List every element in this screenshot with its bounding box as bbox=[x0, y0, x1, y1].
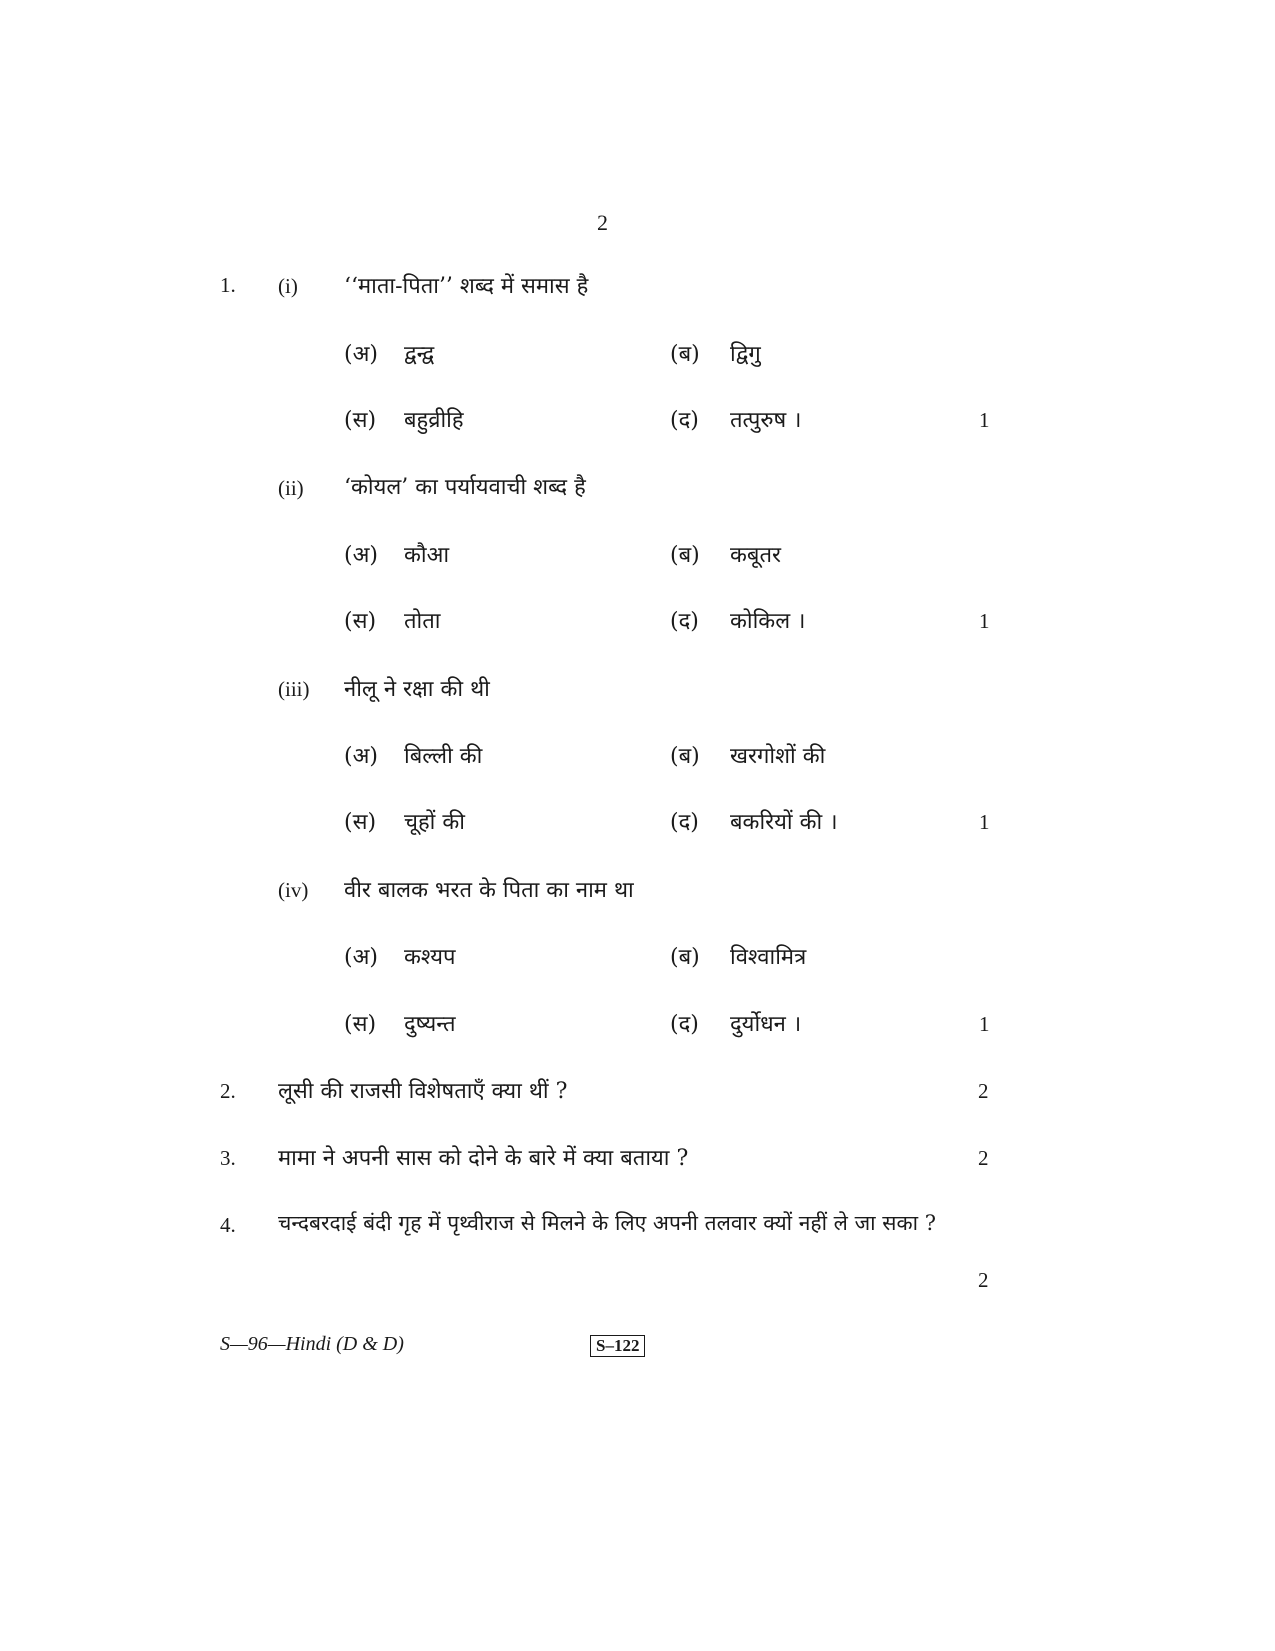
option-text: कौआ bbox=[404, 543, 450, 568]
subpart-label: (iv) bbox=[278, 878, 309, 902]
marks: 2 bbox=[978, 1268, 989, 1292]
option-key: (द) bbox=[670, 1012, 699, 1037]
option-key: (द) bbox=[670, 408, 699, 433]
marks: 1 bbox=[979, 1012, 990, 1036]
option-text: कोकिल । bbox=[730, 609, 806, 634]
option-text: तत्पुरुष । bbox=[730, 408, 802, 433]
option-text: कबूतर bbox=[730, 543, 781, 568]
subpart-label: (iii) bbox=[278, 677, 310, 701]
subpart-question-text: ‘कोयल’ का पर्यायवाची शब्द है bbox=[344, 475, 586, 500]
option-key: (ब) bbox=[670, 342, 700, 367]
question-text: मामा ने अपनी सास को दोने के बारे में क्या बताया ? bbox=[278, 1146, 689, 1171]
page-number: 2 bbox=[597, 210, 608, 235]
option-key: (अ) bbox=[344, 342, 378, 367]
question-text: लूसी की राजसी विशेषताएँ क्या थीं ? bbox=[278, 1079, 568, 1104]
marks: 1 bbox=[979, 609, 990, 633]
option-text: दुर्योधन । bbox=[730, 1012, 802, 1037]
subpart-question-text: ‘‘माता-पिता’’ शब्द में समास है bbox=[344, 274, 589, 299]
option-key: (ब) bbox=[670, 543, 700, 568]
option-text: खरगोशों की bbox=[730, 744, 826, 769]
option-text: चूहों की bbox=[404, 810, 465, 835]
marks: 1 bbox=[979, 408, 990, 432]
option-text: बकरियों की । bbox=[730, 810, 838, 835]
option-key: (द) bbox=[670, 609, 699, 634]
subpart-question-text: वीर बालक भरत के पिता का नाम था bbox=[344, 878, 634, 903]
subpart-label: (ii) bbox=[278, 476, 304, 500]
option-key: (अ) bbox=[344, 945, 378, 970]
option-text: कश्यप bbox=[404, 945, 456, 970]
question-number: 4. bbox=[220, 1213, 236, 1237]
option-key: (स) bbox=[344, 408, 377, 433]
marks: 2 bbox=[978, 1146, 989, 1170]
option-text: तोता bbox=[404, 609, 441, 634]
option-key: (स) bbox=[344, 1012, 377, 1037]
question-text: चन्दबरदाई बंदी गृह में पृथ्वीराज से मिलने के लिए अपनी तलवार क्यों नहीं ले जा सका ? bbox=[278, 1211, 936, 1235]
paper-reference: S—96—Hindi (D & D) bbox=[220, 1333, 404, 1355]
option-key: (अ) bbox=[344, 543, 378, 568]
question-number: 2. bbox=[220, 1079, 236, 1103]
option-key: (अ) bbox=[344, 744, 378, 769]
option-key: (ब) bbox=[670, 744, 700, 769]
paper-code-box: S–122 bbox=[590, 1335, 645, 1357]
question-number: 1. bbox=[220, 273, 236, 297]
option-key: (स) bbox=[344, 609, 377, 634]
option-text: बिल्ली की bbox=[404, 744, 483, 769]
option-text: विश्वामित्र bbox=[730, 945, 807, 970]
option-key: (ब) bbox=[670, 945, 700, 970]
question-number: 3. bbox=[220, 1146, 236, 1170]
marks: 1 bbox=[979, 810, 990, 834]
option-text: दुष्यन्त bbox=[404, 1012, 456, 1037]
option-key: (स) bbox=[344, 810, 377, 835]
marks: 2 bbox=[978, 1079, 989, 1103]
option-text: बहुव्रीहि bbox=[404, 408, 464, 433]
option-key: (द) bbox=[670, 810, 699, 835]
option-text: द्विगु bbox=[730, 342, 761, 367]
subpart-label: (i) bbox=[278, 274, 298, 298]
subpart-question-text: नीलू ने रक्षा की थी bbox=[344, 677, 490, 702]
option-text: द्वन्द्व bbox=[404, 342, 435, 367]
